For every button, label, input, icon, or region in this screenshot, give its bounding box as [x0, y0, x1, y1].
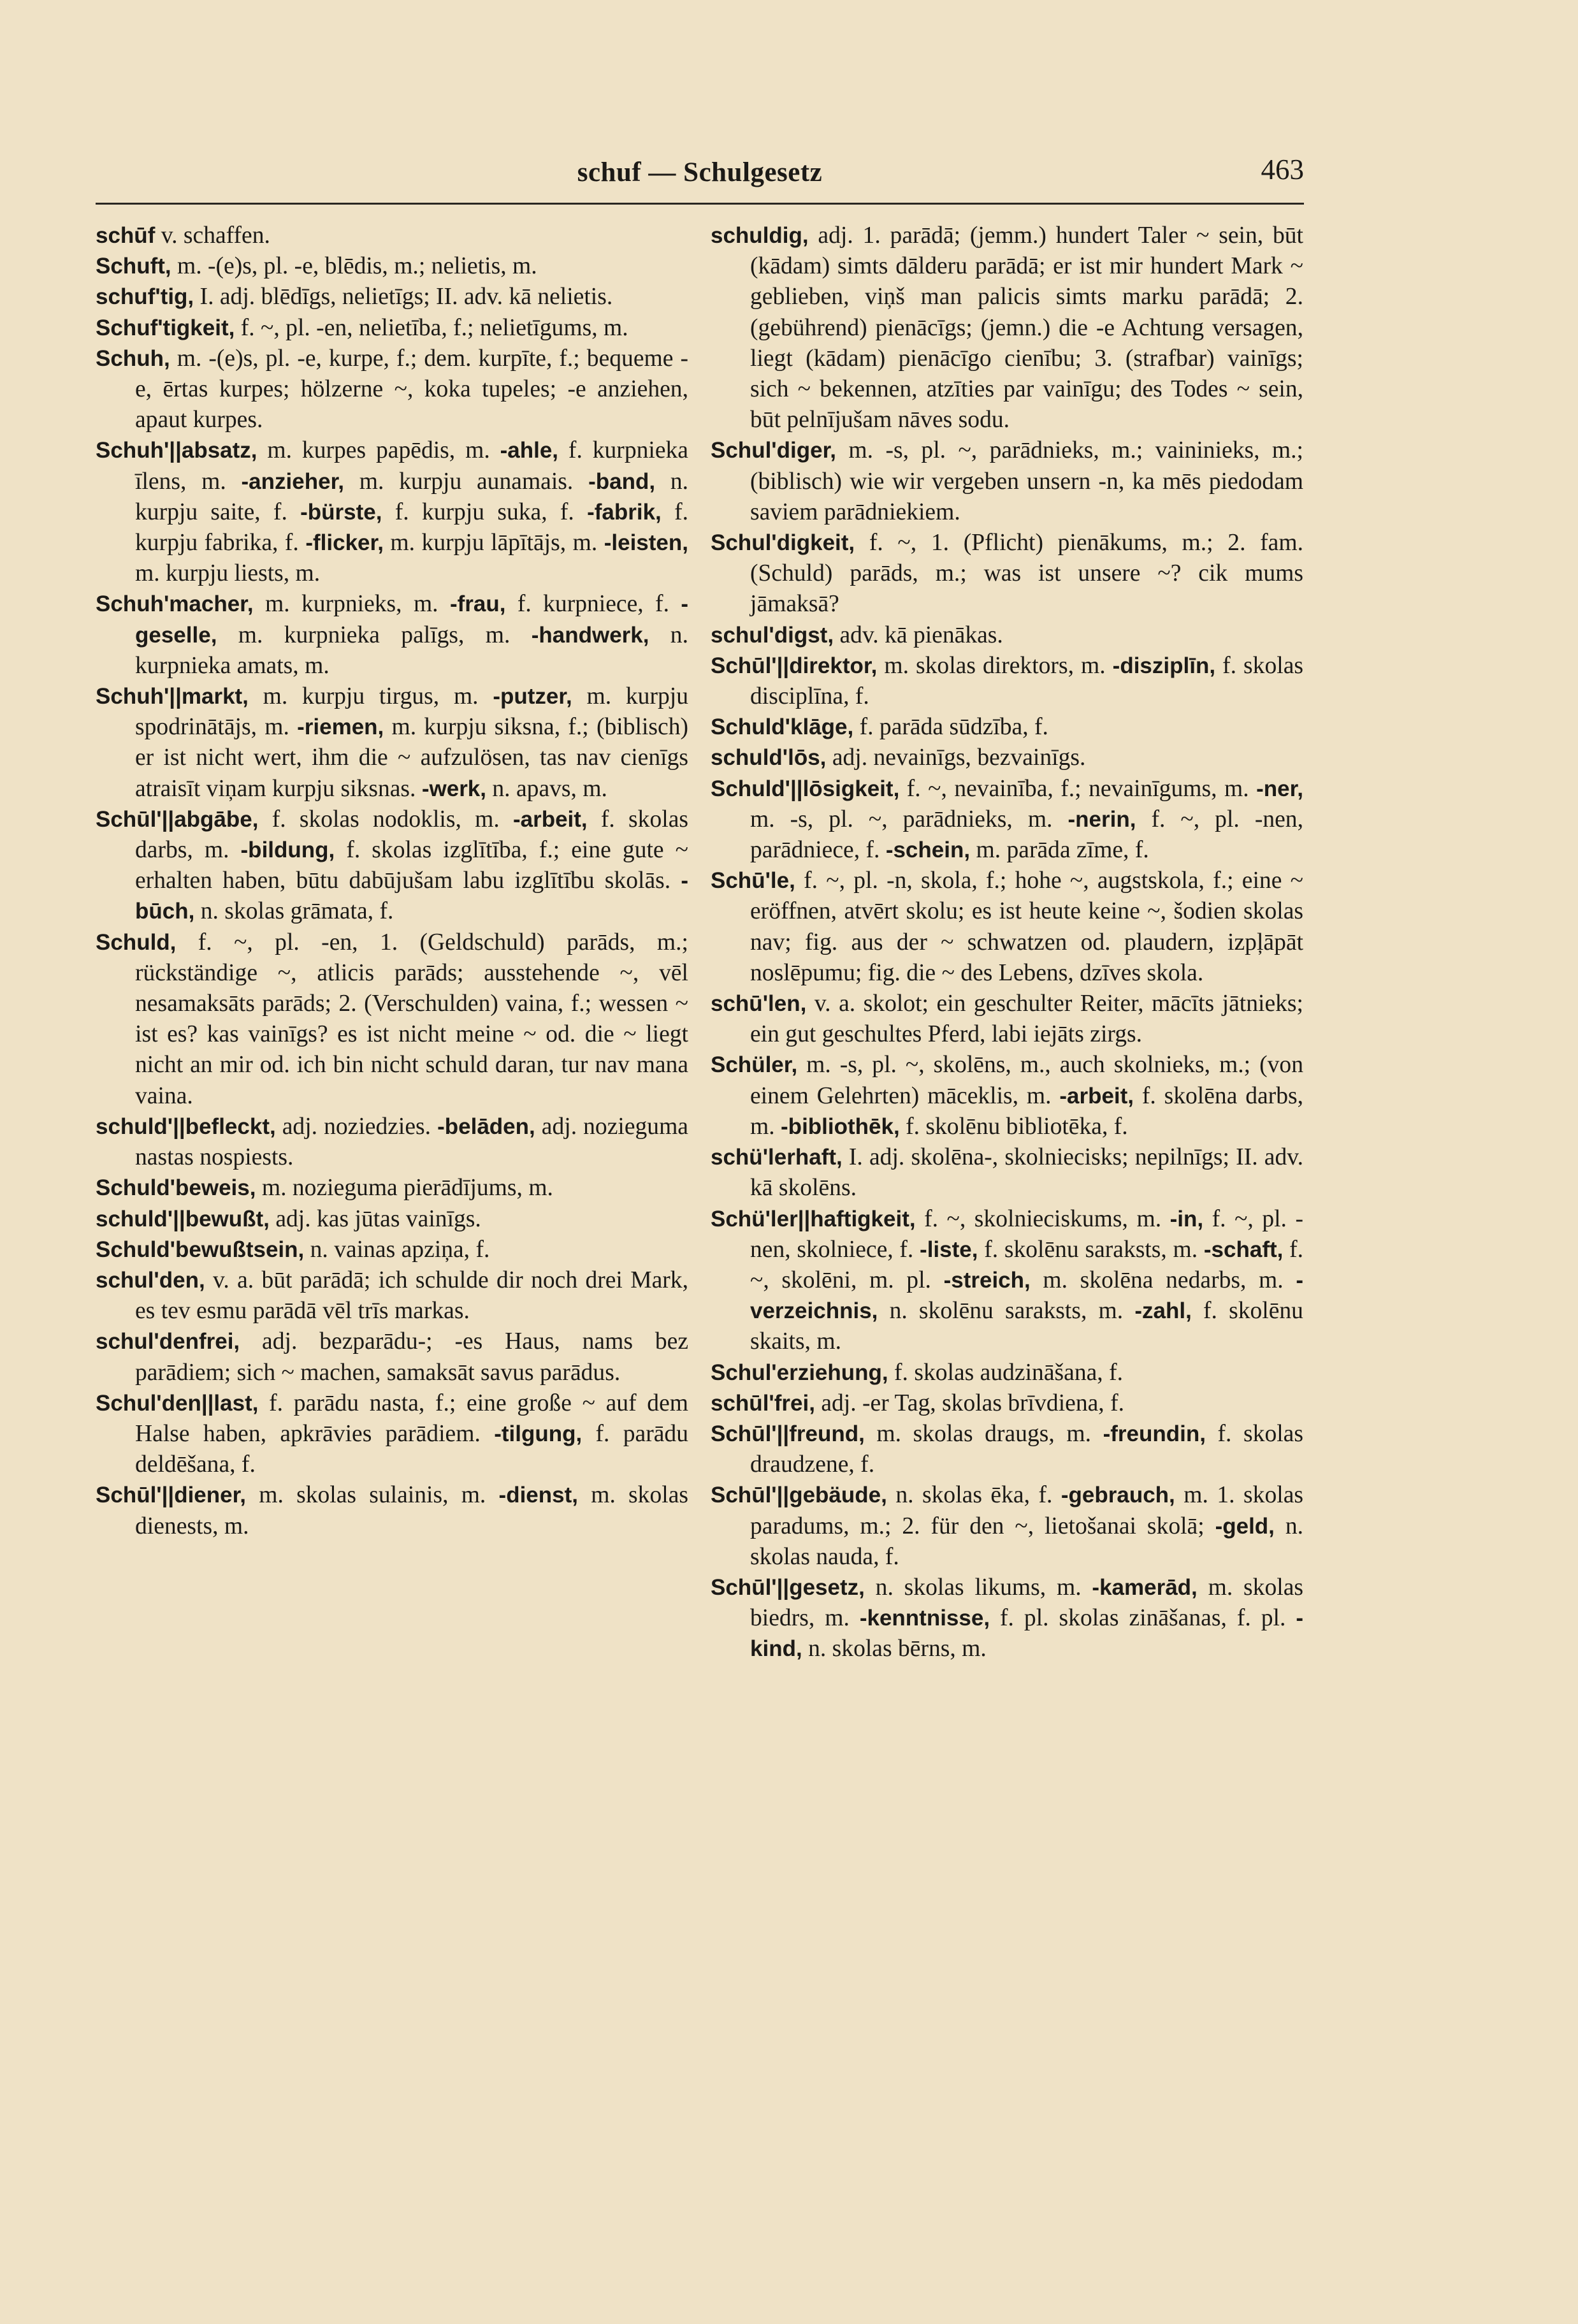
dictionary-entry	[711, 1142, 1303, 1203]
dictionary-entry	[711, 774, 1303, 866]
dictionary-entry	[711, 221, 1303, 435]
entry-text: adj. -er Tag, skolas brīvdiena, f.	[814, 1390, 1124, 1416]
entry-text: adj. kas jūtas vainīgs.	[269, 1205, 481, 1232]
entry-text: m. nozieguma pierādījums, m.	[256, 1175, 553, 1202]
headword: Schuh'macher,	[96, 592, 254, 617]
left-column	[96, 221, 688, 1542]
headword: schuldig,	[711, 223, 809, 248]
entry-text: v. a. būt parādā; ich schulde dir noch drei Mark, es tev esmu parādā vēl trīs markas.	[135, 1267, 688, 1325]
headword: -kind,	[750, 1606, 1303, 1662]
dictionary-entry	[96, 589, 688, 681]
entry-text: f. skolas darbs, m.	[135, 806, 688, 864]
entry-text: m. -(e)s, pl. -e, kurpe, f.; dem. kurpīte, f.; bequeme -e, ērtas kurpes; hölzerne ~, koka tupeles; -e anziehen, apaut kurpes.	[135, 345, 688, 433]
entry-text: m. skolas dienests, m.	[135, 1482, 689, 1539]
headword: schuld'||bewußt,	[96, 1206, 270, 1231]
headword: -arbeit,	[1059, 1083, 1134, 1108]
headword: -schein,	[885, 838, 971, 863]
headword: -arbeit,	[512, 806, 588, 832]
entry-text: f. kurpnieka īlens, m.	[135, 437, 688, 495]
headword: -schaft,	[1203, 1237, 1284, 1262]
headword: Schūl'||gebäude,	[711, 1483, 887, 1508]
dictionary-entry	[711, 1419, 1303, 1480]
entry-text: m. kurpnieks, m.	[253, 591, 450, 618]
entry-text: f. ~, pl. -nen, parādniece, f.	[750, 806, 1303, 864]
dictionary-entry	[96, 681, 688, 804]
headword: Schūl'||freund,	[711, 1421, 865, 1446]
header-rule	[96, 203, 1304, 205]
entry-text: adj. noziedzies.	[275, 1113, 438, 1140]
entry-text: f. skolas disciplīna, f.	[750, 652, 1303, 710]
headword: -nerin,	[1068, 806, 1136, 832]
headword: -zahl,	[1134, 1298, 1192, 1324]
headword: -leisten,	[604, 530, 688, 556]
entry-text: f. pl. skolas zināšanas, f. pl.	[990, 1605, 1296, 1632]
entry-text: m. -s, pl. ~, parādnieks, m.; vaininieks, m.; (biblisch) wie wir vergeben unsern -n, ka mēs piedodam saviem parādniekiem.	[750, 437, 1303, 525]
headword: -frau,	[449, 592, 506, 617]
headword: Schüler,	[711, 1052, 798, 1078]
entry-text: f. ~, 1. (Pflicht) pienākums, m.; 2. fam. (Schuld) parāds, m.; was ist unsere ~? cik mums jāmaksā?	[750, 530, 1303, 618]
entry-text: f. ~, pl. -nen, skolniece, f.	[750, 1205, 1303, 1263]
entry-text: m. skolas draugs, m.	[864, 1420, 1103, 1447]
headword: -tilgung,	[494, 1421, 583, 1446]
entry-text: m. skolas sulainis, m.	[246, 1482, 499, 1509]
dictionary-entry	[96, 435, 688, 589]
headword: -anzieher,	[241, 468, 344, 494]
entry-text: n. skolēnu saraksts, m.	[878, 1298, 1135, 1325]
headword: -fabrik,	[587, 499, 662, 525]
headword: -gebrauch,	[1060, 1483, 1175, 1508]
dictionary-entry	[711, 620, 1303, 651]
entry-text: f. skolēnu saraksts, m.	[978, 1236, 1204, 1263]
dictionary-entry	[96, 282, 688, 312]
entry-text: f. ~, pl. -n, skola, f.; hohe ~, augstskola, f.; eine ~ eröffnen, atvērt skolu; es ist heute keine ~, šodien skolas nav; fig. aus der ~ schwatzen od. plaudern, izpļāpāt noslēpumu; fig. die ~ des Lebens, dzīves skola.	[750, 868, 1303, 986]
page-number: 463	[1261, 154, 1304, 185]
entry-text: I. adj. skolēna-, skolniecisks; nepilnīgs; II. adv. kā skolēns.	[750, 1144, 1303, 1202]
headword: -freundin,	[1103, 1421, 1206, 1446]
entry-text: m. kurpes papēdis, m.	[257, 437, 500, 464]
entry-text: f. ~, skolēni, m. pl.	[750, 1236, 1303, 1293]
headword: schūl'frei,	[711, 1390, 815, 1416]
headword: schul'denfrei,	[96, 1329, 240, 1354]
dictionary-entry	[711, 1572, 1303, 1665]
headword: schuld'lōs,	[711, 745, 827, 771]
entry-text: f. parāda sūdzība, f.	[853, 714, 1048, 741]
headword: Schū'le,	[711, 868, 795, 894]
headword: schul'den,	[96, 1267, 205, 1293]
running-head: schuf — Schulgesetz	[577, 157, 823, 187]
headword: Schuh'||absatz,	[96, 438, 257, 463]
dictionary-entry	[96, 313, 688, 344]
headword: -geselle,	[135, 592, 688, 648]
headword: -bibliothēk,	[781, 1114, 900, 1139]
headword: -verzeichnis,	[750, 1267, 1303, 1324]
entry-text: m. skolēna nedarbs, m.	[1030, 1267, 1296, 1293]
headword: Schuld'bewußtsein,	[96, 1237, 305, 1262]
headword: Schul'erziehung,	[711, 1360, 888, 1385]
headword: Schūl'||gesetz,	[711, 1574, 865, 1600]
dictionary-entry	[96, 221, 688, 251]
headword: -putzer,	[493, 684, 572, 709]
headword: -streich,	[943, 1267, 1031, 1293]
headword: Schuld'klāge,	[711, 715, 854, 740]
dictionary-entry	[96, 1173, 688, 1203]
headword: -liste,	[920, 1237, 978, 1262]
entry-text: f. ~, nevainība, f.; nevainīgums, m.	[899, 775, 1257, 802]
entry-text: f. skolas nodoklis, m.	[258, 806, 513, 832]
headword: Schul'den||last,	[96, 1390, 259, 1416]
headword: -kamerād,	[1092, 1574, 1198, 1600]
entry-text: n. skolas likums, m.	[864, 1574, 1092, 1601]
headword: schū'len,	[711, 991, 807, 1017]
entry-text: f. skolēnu bibliotēka, f.	[899, 1113, 1128, 1140]
headword: Schuft,	[96, 254, 171, 279]
headword: -disziplīn,	[1112, 653, 1216, 678]
headword: Schü'ler||haftigkeit,	[711, 1206, 916, 1231]
entry-text: f. skolas izglītība, f.; eine gute ~ erhalten haben, būtu dabūjušam labu izglītību skolās.	[135, 837, 688, 894]
entry-text: adj. nozieguma nastas nospiests.	[135, 1113, 688, 1171]
dictionary-entry	[96, 927, 688, 1112]
entry-text: n. skolas grāmata, f.	[194, 898, 394, 925]
dictionary-entry	[96, 1388, 688, 1481]
entry-text: v. a. skolot; ein geschulter Reiter, mācīts jātnieks; ein gut geschultes Pferd, labi iejāts zirgs.	[750, 991, 1303, 1048]
entry-text: f. kurpju fabrika, f.	[135, 498, 688, 556]
headword: -in,	[1169, 1206, 1204, 1231]
dictionary-entry	[96, 804, 688, 927]
dictionary-entry	[711, 712, 1303, 743]
entry-text: m. kurpju spodrinātājs, m.	[135, 683, 688, 741]
entry-text: n. skolas ēka, f.	[887, 1482, 1061, 1509]
entry-text: f. skolēna darbs, m.	[750, 1082, 1303, 1140]
headword: -dienst,	[498, 1483, 578, 1508]
headword: schuld'||befleckt,	[96, 1114, 276, 1139]
entry-text: n. kurpnieka amats, m.	[135, 621, 688, 679]
headword: schuf'tig,	[96, 284, 194, 310]
entry-text: m. kurpju lāpītājs, m.	[383, 530, 604, 556]
entry-text: m. -s, pl. ~, parādnieks, m.	[750, 806, 1068, 832]
headword: Schuld,	[96, 929, 177, 955]
entry-text: adj. nevainīgs, bezvainīgs.	[826, 744, 1086, 771]
dictionary-entry	[96, 1265, 688, 1326]
entry-text: n. skolas bērns, m.	[802, 1636, 987, 1662]
headword: schūf	[96, 223, 156, 248]
entry-text: m. kurpju siksna, f.; (biblisch) er ist nicht wert, ihm die ~ aufzulösen, tas nav cienīgs atraisīt viņam kurpju siksnas.	[135, 714, 688, 802]
right-column	[711, 221, 1303, 1665]
headword: -ner,	[1256, 776, 1303, 801]
headword: Schul'digkeit,	[711, 530, 855, 556]
dictionary-entry	[96, 251, 688, 282]
headword: -bildung,	[240, 838, 335, 863]
headword: -flicker,	[305, 530, 384, 556]
entry-text: v. schaffen.	[155, 222, 270, 249]
headword: -geld,	[1215, 1513, 1275, 1539]
headword: -riemen,	[297, 715, 384, 740]
entry-text: f. skolēnu skaits, m.	[750, 1298, 1303, 1355]
entry-text: f. skolas audzināšana, f.	[888, 1359, 1123, 1386]
entry-text: n. kurpju saite, f.	[135, 468, 689, 525]
entry-text: adv. kā pienākas.	[834, 621, 1003, 648]
entry-text: m. -s, pl. ~, skolēns, m., auch skolnieks, m.; (von einem Gelehrten) māceklis, m.	[750, 1052, 1303, 1109]
entry-text: I. adj. blēdīgs, nelietīgs; II. adv. kā nelietis.	[194, 284, 613, 310]
dictionary-entry	[711, 1480, 1303, 1572]
entry-text: m. skolas direktors, m.	[877, 652, 1113, 679]
dictionary-entry	[96, 1112, 688, 1173]
headword: Schuh'||markt,	[96, 684, 249, 709]
dictionary-entry	[96, 1480, 688, 1541]
entry-text: m. parāda zīme, f.	[970, 837, 1149, 864]
dictionary-entry	[711, 1358, 1303, 1388]
headword: Schuh,	[96, 345, 170, 371]
headword: Schuld'||lōsigkeit,	[711, 776, 900, 801]
headword: Schūl'||diener,	[96, 1483, 247, 1508]
headword: -werk,	[421, 776, 486, 801]
entry-text: f. parādu nasta, f.; eine große ~ auf dem Halse haben, apkrāvies parādiem.	[135, 1390, 688, 1447]
entry-text: m. kurpju tirgus, m.	[248, 683, 493, 710]
dictionary-entry	[711, 651, 1303, 712]
entry-text: f. kurpju suka, f.	[382, 498, 588, 525]
headword: Schūl'||direktor,	[711, 653, 878, 678]
headword: -ahle,	[500, 438, 559, 463]
entry-text: f. kurpniece, f.	[505, 591, 681, 618]
entry-text: n. vainas apziņa, f.	[304, 1236, 490, 1263]
entry-text: m. skolas biedrs, m.	[750, 1574, 1304, 1632]
dictionary-entry	[711, 866, 1303, 989]
headword: -būch,	[135, 868, 688, 924]
dictionary-entry	[96, 1235, 688, 1265]
headword: Schūl'||abgābe,	[96, 806, 259, 832]
dictionary-entry	[711, 743, 1303, 773]
entry-text: m. -(e)s, pl. -e, blēdis, m.; nelietis, m.	[171, 253, 537, 280]
headword: Schuf'tigkeit,	[96, 315, 235, 340]
dictionary-entry	[711, 1388, 1303, 1419]
headword: schü'lerhaft,	[711, 1145, 843, 1170]
dictionary-entry	[96, 1326, 688, 1388]
entry-text: adj. 1. parādā; (jemm.) hundert Taler ~ sein, būt (kādam) simts dālderu parādā; er ist mir hundert Mark ~ geblieben, viņš man palicis simts marku parādā; 2. (gebührend) pienācīgs; (jemn.) die -e Achtung versagen, liegt (kādam) pienācīgo cienību; 3. (strafbar) vainīgs; sich ~ bekennen, atzīties par vainīgu; des Todes ~ sein, būt pelnījušam nāves sodu.	[750, 222, 1303, 433]
headword: -kenntnisse,	[859, 1606, 990, 1631]
dictionary-entry	[96, 344, 688, 436]
entry-text: m. kurpju liests, m.	[135, 560, 321, 587]
entry-text: n. skolas nauda, f.	[750, 1513, 1303, 1570]
dictionary-entry	[711, 528, 1303, 620]
dictionary-entry	[711, 989, 1303, 1050]
dictionary-entry	[711, 435, 1303, 528]
entry-text: f. ~, skolnieciskums, m.	[915, 1205, 1170, 1232]
headword: -handwerk,	[531, 622, 649, 648]
headword: -bürste,	[300, 499, 382, 525]
headword: -belāden,	[437, 1114, 535, 1139]
dictionary-entry	[711, 1204, 1303, 1358]
headword: Schuld'beweis,	[96, 1175, 256, 1201]
headword: schul'digst,	[711, 622, 834, 648]
entry-text: adj. bezparādu-; -es Haus, nams bez parādiem; sich ~ machen, samaksāt savus parādus.	[135, 1328, 688, 1386]
entry-text: f. parādu deldēšana, f.	[135, 1420, 689, 1478]
dictionary-entry	[711, 1050, 1303, 1142]
entry-text: f. ~, pl. -en, nelietība, f.; nelietīgums, m.	[235, 314, 628, 341]
entry-text: m. 1. skolas paradums, m.; 2. für den ~, lietošanai skolā;	[750, 1482, 1303, 1539]
headword: Schul'diger,	[711, 438, 836, 463]
entry-text: m. kurpju aunamais.	[344, 468, 589, 495]
entry-text: m. kurpnieka palīgs, m.	[217, 621, 532, 648]
dictionary-entry	[96, 1204, 688, 1235]
page-header	[96, 153, 1304, 200]
entry-text: n. apavs, m.	[486, 775, 607, 802]
headword: -band,	[588, 468, 656, 494]
entry-text: f. skolas draudzene, f.	[750, 1420, 1303, 1478]
entry-text: f. ~, pl. -en, 1. (Geldschuld) parāds, m.; rückständige ~, atlicis parāds; ausstehende ~, vēl nesamaksāts parāds; 2. (Verschulden) vaina, f.; wessen ~ ist es? kas vainīgs? es ist nicht meine ~ od. die ~ liegt nicht an mir od. ich bin nicht schuld daran, tur nav mana vaina.	[135, 929, 688, 1109]
